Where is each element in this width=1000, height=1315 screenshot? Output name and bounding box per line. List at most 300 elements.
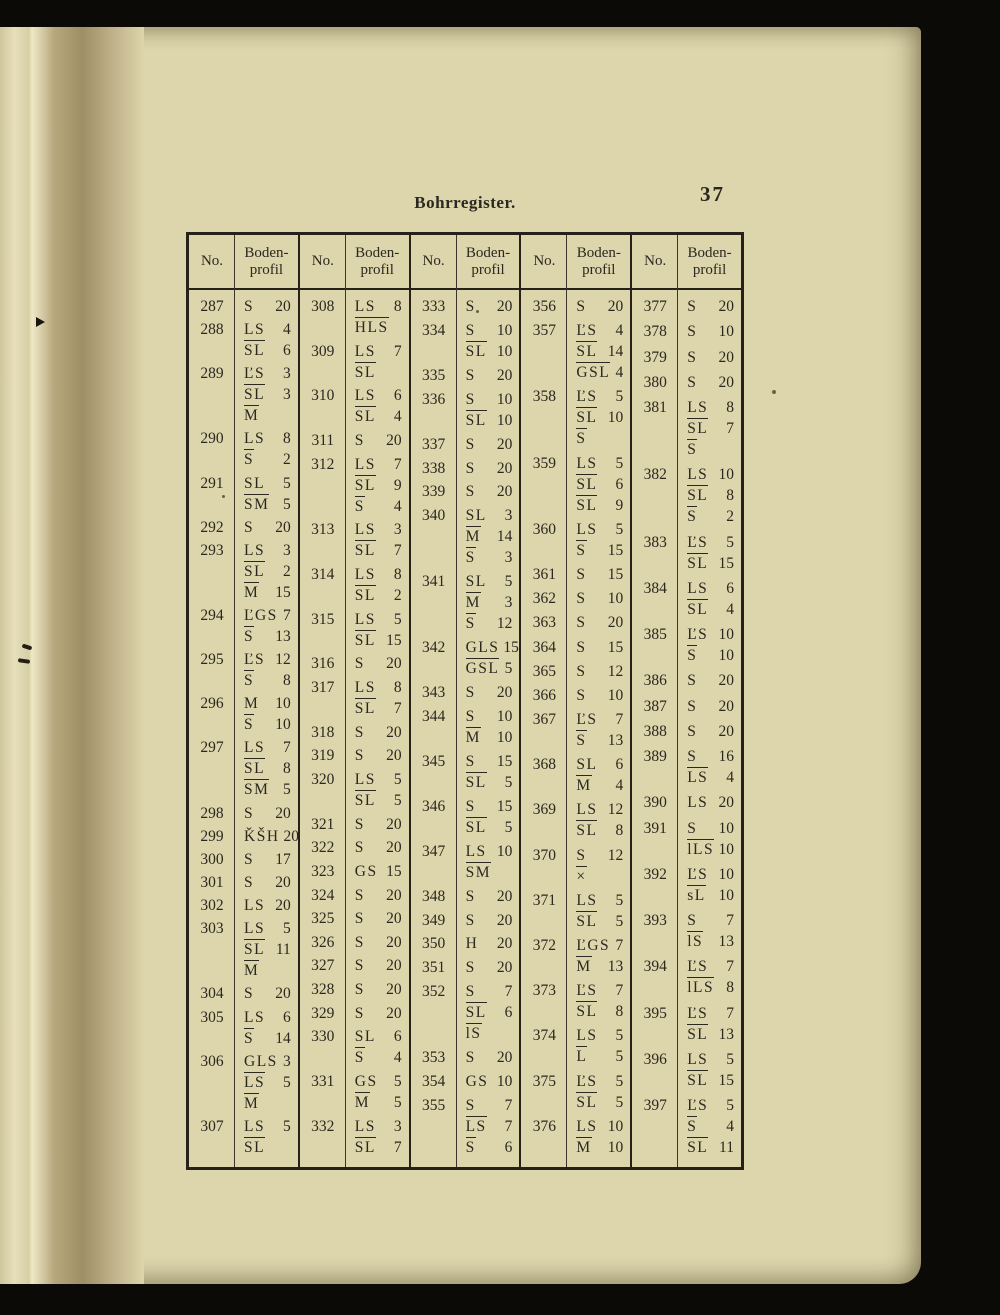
profile-code: S — [354, 933, 365, 951]
profile-code: SL — [465, 773, 487, 791]
no-column-header: No. — [311, 253, 334, 269]
profile-line — [244, 1008, 291, 1028]
soil-profile — [457, 297, 520, 317]
register-entry — [189, 804, 298, 824]
profile-depth: 7 — [393, 699, 402, 717]
profile-depth: 20 — [496, 483, 513, 501]
profile-depth: 15 — [386, 862, 402, 880]
bore-number: 375 — [532, 1072, 557, 1090]
soil-profile — [346, 815, 409, 835]
profile-line — [687, 439, 734, 460]
profile-code: LS — [354, 565, 376, 583]
bore-number: 325 — [311, 910, 335, 928]
bore-number: 343 — [421, 684, 446, 702]
soil-profile — [567, 800, 630, 841]
profile-depth: 7 — [393, 342, 402, 360]
profile-line — [244, 1052, 291, 1072]
profile-line — [466, 982, 513, 1002]
profile-code: S — [465, 797, 476, 815]
profile-code: S — [687, 819, 698, 837]
profile-line — [466, 410, 513, 431]
profile-line — [244, 1072, 291, 1093]
profile-code: S — [687, 298, 698, 315]
profile-code: LS — [244, 1073, 266, 1091]
register-entry — [411, 482, 520, 502]
profile-depth: 20 — [718, 348, 734, 366]
column-group-body — [300, 290, 409, 1167]
profile-code: LS — [687, 466, 709, 484]
profile-line — [355, 1137, 402, 1158]
profile-column-header — [457, 245, 520, 279]
profile-line — [466, 772, 513, 793]
register-entry — [411, 459, 520, 479]
profile-depth: 5 — [615, 1093, 624, 1111]
bore-number: 380 — [643, 373, 667, 391]
bohrregister-table — [186, 232, 744, 1170]
bore-number: 367 — [532, 711, 557, 729]
profile-code: LS — [687, 1050, 709, 1068]
profile-depth: 4 — [393, 497, 402, 515]
column-group-body — [521, 290, 630, 1167]
profile-line — [466, 862, 513, 883]
bore-number: 319 — [311, 747, 335, 765]
profile-code: S — [465, 483, 476, 501]
profile-code: S — [465, 459, 476, 477]
bore-number: 336 — [421, 390, 446, 408]
profile-depth: 8 — [726, 487, 734, 505]
profile-depth: 12 — [607, 846, 624, 864]
register-entry — [521, 686, 630, 706]
profile-code: HLS — [354, 319, 389, 336]
soil-profile — [567, 565, 630, 585]
soil-profile — [235, 474, 298, 515]
profile-line — [466, 817, 513, 838]
profile-code: S — [465, 887, 476, 905]
register-entry — [300, 886, 409, 906]
profile-line — [355, 678, 402, 698]
bore-number: 396 — [643, 1050, 667, 1068]
profile-line — [466, 1116, 513, 1137]
profile-line — [687, 1137, 734, 1158]
profile-code: S — [465, 615, 476, 633]
profile-line — [576, 800, 623, 820]
profile-column-header — [678, 245, 741, 279]
profile-depth: 10 — [718, 840, 734, 858]
profile-depth: 10 — [607, 409, 624, 427]
profile-code: S — [465, 707, 476, 725]
register-entry — [521, 662, 630, 682]
soil-profile — [235, 804, 298, 824]
register-entry — [300, 678, 409, 719]
no-column-header: No. — [644, 253, 667, 269]
profile-line — [244, 494, 291, 515]
profile-line — [244, 694, 291, 714]
profile-code: S — [354, 910, 365, 928]
profile-code: LS — [244, 920, 266, 938]
profile-code: GS — [465, 1073, 489, 1091]
profile-line — [576, 454, 623, 474]
profile-code: S — [465, 1138, 476, 1156]
soil-profile — [235, 694, 298, 735]
profile-code: S — [576, 565, 587, 583]
register-entry — [632, 465, 741, 527]
profile-depth: 4 — [283, 321, 291, 339]
profile-depth: 5 — [615, 1027, 624, 1045]
soil-profile — [235, 1117, 298, 1158]
profile-header-line: profil — [692, 261, 727, 278]
profile-line — [466, 752, 513, 772]
profile-code: S — [244, 873, 255, 891]
profile-depth: 5 — [726, 1050, 734, 1068]
profile-header-line: Boden- — [687, 244, 732, 261]
profile-code: SL — [244, 562, 266, 580]
bore-number: 335 — [421, 366, 446, 384]
profile-depth: 3 — [504, 594, 513, 612]
profile-depth: 3 — [283, 386, 291, 404]
profile-line — [244, 1028, 291, 1049]
soil-profile — [678, 819, 741, 860]
profile-line — [687, 931, 734, 952]
profile-line — [466, 321, 513, 341]
profile-code: LS — [576, 891, 598, 909]
profile-depth: 5 — [615, 1072, 624, 1090]
profile-depth: 4 — [726, 600, 734, 618]
soil-profile — [457, 1048, 520, 1068]
bore-number: 359 — [532, 454, 557, 472]
profile-code: S — [244, 716, 255, 734]
profile-depth: 6 — [393, 387, 402, 405]
soil-profile — [346, 862, 409, 882]
profile-code: S — [576, 846, 587, 864]
soil-profile — [678, 697, 741, 717]
bore-number: 357 — [532, 322, 557, 340]
profile-header-line: profil — [471, 261, 505, 278]
profile-code: SL — [465, 507, 487, 525]
register-entry — [521, 1072, 630, 1113]
profile-line — [465, 638, 519, 658]
profile-code: SL — [465, 342, 487, 360]
soil-profile — [457, 887, 520, 907]
soil-profile — [235, 738, 298, 800]
profile-depth: 20 — [275, 804, 291, 822]
profile-depth: 7 — [615, 937, 624, 954]
soil-profile — [346, 342, 409, 383]
register-entry — [411, 1072, 520, 1092]
bore-number: 351 — [421, 959, 446, 977]
register-entry — [521, 891, 630, 932]
soil-profile — [346, 933, 409, 953]
profile-depth: 6 — [615, 475, 624, 493]
profile-line — [244, 1137, 291, 1158]
profile-depth: 2 — [283, 451, 291, 469]
profile-line — [244, 429, 291, 449]
profile-code: ĽS — [576, 982, 598, 1000]
profile-code: LS — [576, 1117, 598, 1135]
profile-line — [355, 1004, 402, 1024]
profile-code: LS — [576, 520, 598, 538]
register-entry — [411, 683, 520, 703]
profile-depth: 4 — [393, 408, 402, 426]
profile-line — [687, 322, 734, 342]
profile-depth: 5 — [726, 533, 734, 551]
profile-depth: 20 — [386, 815, 402, 833]
bore-number: 328 — [311, 981, 335, 999]
bore-number: 355 — [421, 1096, 446, 1114]
profile-line — [355, 585, 402, 606]
bore-number: 287 — [200, 298, 224, 315]
profile-line — [466, 572, 513, 592]
profile-depth: 5 — [615, 520, 624, 538]
profile-header-line: Boden- — [355, 244, 400, 261]
profile-line — [576, 613, 623, 633]
register-entry — [189, 738, 298, 800]
profile-depth: 20 — [386, 957, 402, 975]
profile-line — [576, 820, 623, 841]
soil-profile — [567, 387, 630, 449]
soil-profile — [346, 654, 409, 674]
profile-line — [244, 850, 291, 870]
soil-profile — [235, 873, 298, 893]
profile-depth: 20 — [607, 614, 624, 632]
soil-profile — [346, 1117, 409, 1158]
profile-code: M — [244, 407, 260, 425]
profile-depth: 10 — [496, 390, 513, 408]
profile-code: SL — [576, 475, 598, 493]
soil-profile — [567, 662, 630, 682]
profile-code: M — [244, 583, 260, 601]
register-entry — [411, 797, 520, 838]
profile-code: S — [244, 1029, 255, 1047]
profile-code: LS — [354, 610, 376, 628]
register-entry — [632, 671, 741, 691]
register-entry — [300, 386, 409, 427]
soil-profile — [567, 297, 630, 317]
profile-code: S — [465, 983, 476, 1001]
profile-line — [355, 317, 402, 338]
profile-line — [466, 341, 513, 362]
profile-line — [466, 842, 513, 862]
profile-code: S — [354, 981, 365, 999]
profile-line — [687, 671, 734, 691]
profile-code: S — [576, 541, 587, 559]
profile-code: LS — [354, 387, 376, 405]
profile-code: SL — [465, 573, 487, 591]
profile-line — [576, 775, 623, 796]
profile-column-header — [346, 245, 409, 279]
bore-number: 321 — [311, 815, 335, 833]
profile-line — [466, 1072, 513, 1092]
register-entry — [300, 1027, 409, 1068]
profile-code: S — [354, 815, 365, 833]
profile-code: GLS — [244, 1052, 278, 1070]
soil-profile — [346, 956, 409, 976]
register-entry — [521, 936, 630, 977]
bore-number: 340 — [421, 507, 446, 525]
register-entry — [632, 819, 741, 860]
register-entry — [300, 1072, 409, 1113]
profile-code: S — [354, 655, 365, 673]
profile-depth: 5 — [393, 1073, 402, 1091]
profile-code: S — [687, 373, 698, 391]
bore-number: 368 — [532, 756, 557, 774]
profile-depth: 20 — [496, 1049, 513, 1067]
profile-code: S — [465, 298, 476, 315]
profile-line — [244, 405, 291, 426]
soil-profile — [346, 1004, 409, 1024]
profile-code: S — [354, 839, 365, 857]
profile-line — [244, 804, 291, 824]
column-group-header — [300, 235, 409, 290]
profile-line — [244, 541, 291, 561]
profile-depth: 10 — [496, 321, 513, 339]
profile-line — [576, 341, 623, 362]
bore-number: 361 — [532, 565, 557, 583]
profile-depth: 5 — [283, 1073, 291, 1091]
profile-depth: 8 — [393, 298, 402, 315]
profile-depth: 6 — [504, 1004, 513, 1022]
register-entry — [411, 707, 520, 748]
profile-line — [576, 686, 623, 706]
profile-depth: 15 — [386, 631, 402, 649]
profile-depth: 15 — [275, 583, 291, 601]
profile-depth: 5 — [615, 454, 624, 472]
profile-code: LS — [687, 579, 709, 597]
bore-number: 374 — [532, 1027, 557, 1045]
profile-code: S — [465, 959, 476, 977]
profile-line — [466, 482, 513, 502]
profile-code: SL — [244, 474, 266, 492]
profile-code: S — [465, 549, 476, 567]
bore-number: 312 — [311, 455, 335, 473]
profile-line — [687, 465, 734, 485]
profile-code: S — [354, 1049, 365, 1067]
profile-line — [466, 887, 513, 907]
bore-number: 316 — [311, 655, 335, 673]
paper-speck — [772, 390, 776, 394]
soil-profile — [678, 398, 741, 460]
soil-profile — [457, 390, 520, 431]
profile-line — [244, 670, 291, 691]
profile-code: S — [244, 627, 255, 645]
profile-line — [355, 431, 402, 451]
profile-depth: 20 — [607, 298, 624, 315]
profile-depth: 10 — [718, 886, 734, 904]
profile-code: LS — [576, 801, 598, 819]
table-column-group — [409, 235, 520, 1167]
register-entry — [632, 747, 741, 788]
profile-line — [355, 297, 402, 317]
profile-depth: 5 — [393, 770, 402, 788]
profile-depth: 13 — [607, 732, 624, 750]
profile-code: LS — [576, 1027, 598, 1045]
profile-depth: 10 — [607, 1117, 624, 1135]
bore-number: 389 — [643, 748, 667, 765]
profile-depth: 11 — [719, 1139, 734, 1156]
profile-code: SM — [465, 863, 491, 881]
profile-depth: 10 — [496, 842, 513, 860]
profile-code: LS — [465, 842, 487, 860]
bore-number: 352 — [421, 983, 446, 1001]
soil-profile — [457, 683, 520, 703]
profile-code: S — [465, 321, 476, 339]
profile-depth: 3 — [283, 541, 291, 559]
profile-code: S — [354, 1004, 365, 1022]
profile-line — [687, 1070, 734, 1091]
register-entry — [189, 694, 298, 735]
profile-depth: 5 — [393, 610, 402, 628]
profile-depth: 5 — [615, 891, 624, 909]
profile-code: LS — [244, 739, 266, 757]
register-entry — [521, 981, 630, 1022]
register-entry — [411, 887, 520, 907]
profile-line — [355, 909, 402, 929]
soil-profile — [678, 297, 741, 317]
register-entry — [632, 1096, 741, 1158]
soil-profile — [678, 747, 741, 788]
profile-code: SL — [576, 409, 598, 427]
profile-code: SM — [244, 495, 270, 513]
profile-code: S — [687, 748, 698, 765]
register-entry — [189, 650, 298, 691]
bore-number: 387 — [643, 697, 667, 715]
profile-code: ĽGS — [576, 937, 611, 954]
register-entry — [189, 984, 298, 1004]
profile-depth: 6 — [726, 579, 734, 597]
profile-line — [466, 1002, 513, 1023]
profile-code: LS — [244, 897, 266, 915]
table-column-group — [519, 235, 630, 1167]
register-entry — [300, 909, 409, 929]
profile-line — [687, 599, 734, 620]
profile-line — [687, 506, 734, 527]
profile-code: S — [465, 1049, 476, 1067]
bore-number: 386 — [643, 672, 667, 690]
profile-line — [466, 934, 513, 954]
register-entry — [521, 589, 630, 609]
soil-profile — [346, 520, 409, 561]
register-entry — [189, 873, 298, 893]
profile-code: SL — [687, 600, 709, 618]
profile-line — [576, 1117, 623, 1137]
profile-code: LS — [244, 1117, 266, 1135]
profile-code: S — [687, 348, 698, 366]
no-column-header: No. — [200, 253, 224, 269]
soil-profile — [567, 891, 630, 932]
profile-depth: 20 — [386, 886, 402, 904]
table-column-group — [298, 235, 409, 1167]
profile-depth: 20 — [496, 435, 513, 453]
profile-line — [355, 886, 402, 906]
profile-depth: 10 — [718, 865, 734, 883]
profile-code: SL — [687, 420, 709, 437]
soil-profile — [457, 958, 520, 978]
profile-line — [687, 418, 734, 439]
register-entry — [300, 342, 409, 383]
register-entry — [632, 348, 741, 368]
bore-number: 311 — [311, 431, 335, 449]
profile-code: SL — [465, 411, 487, 429]
soil-profile — [457, 506, 520, 568]
profile-column-header — [567, 245, 630, 279]
profile-depth: 3 — [504, 549, 513, 567]
profile-depth: 20 — [718, 373, 734, 391]
soil-profile — [235, 606, 298, 647]
bore-number: 293 — [200, 541, 224, 559]
soil-profile — [457, 366, 520, 386]
profile-code: S — [354, 957, 365, 975]
profile-line — [244, 1093, 291, 1114]
profile-depth: 5 — [504, 818, 513, 836]
